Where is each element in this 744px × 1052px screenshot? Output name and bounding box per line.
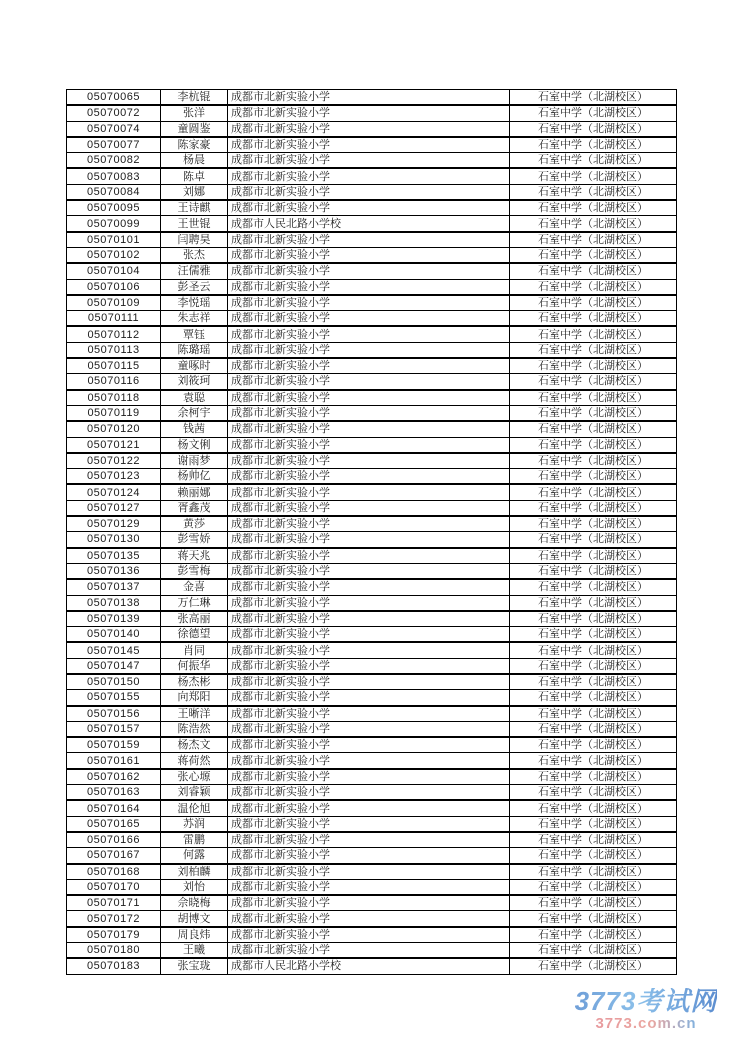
id-cell: 05070161 [67, 753, 161, 769]
primary-school-cell: 成都市北新实验小学 [228, 737, 510, 753]
primary-school-cell: 成都市北新实验小学 [228, 879, 510, 895]
table-row [67, 879, 677, 895]
id-cell: 05070124 [67, 484, 161, 500]
middle-school-cell: 石室中学（北湖校区） [510, 105, 677, 121]
primary-school-cell: 成都市北新实验小学 [228, 911, 510, 927]
id-cell: 05070084 [67, 184, 161, 200]
primary-school-cell: 成都市北新实验小学 [228, 342, 510, 358]
middle-school-cell: 石室中学（北湖校区） [510, 737, 677, 753]
name-cell: 雷鹏 [161, 832, 228, 848]
table-row [67, 895, 677, 911]
middle-school-cell: 石室中学（北湖校区） [510, 532, 677, 548]
table-row [67, 864, 677, 880]
primary-school-cell: 成都市北新实验小学 [228, 374, 510, 390]
table-row [67, 611, 677, 627]
middle-school-cell: 石室中学（北湖校区） [510, 579, 677, 595]
middle-school-cell: 石室中学（北湖校区） [510, 895, 677, 911]
middle-school-cell: 石室中学（北湖校区） [510, 721, 677, 737]
id-cell: 05070112 [67, 326, 161, 342]
table-row [67, 421, 677, 437]
name-cell: 周良炜 [161, 927, 228, 943]
id-cell: 05070111 [67, 311, 161, 327]
name-cell: 彭雪梅 [161, 563, 228, 579]
id-cell: 05070136 [67, 563, 161, 579]
middle-school-cell: 石室中学（北湖校区） [510, 785, 677, 801]
name-cell: 王晰洋 [161, 706, 228, 722]
middle-school-cell: 石室中学（北湖校区） [510, 800, 677, 816]
name-cell: 蒋天兆 [161, 548, 228, 564]
id-cell: 05070129 [67, 516, 161, 532]
id-cell: 05070082 [67, 153, 161, 169]
table-row [67, 721, 677, 737]
primary-school-cell: 成都市北新实验小学 [228, 516, 510, 532]
name-cell: 温伦旭 [161, 800, 228, 816]
middle-school-cell: 石室中学（北湖校区） [510, 263, 677, 279]
name-cell: 刘筱珂 [161, 374, 228, 390]
table-row [67, 832, 677, 848]
primary-school-cell: 成都市北新实验小学 [228, 90, 510, 106]
table-row [67, 184, 677, 200]
primary-school-cell: 成都市北新实验小学 [228, 405, 510, 421]
id-cell: 05070109 [67, 295, 161, 311]
primary-school-cell: 成都市北新实验小学 [228, 769, 510, 785]
name-cell: 陈璐瑶 [161, 342, 228, 358]
id-cell: 05070113 [67, 342, 161, 358]
middle-school-cell: 石室中学（北湖校区） [510, 769, 677, 785]
table-row [67, 295, 677, 311]
primary-school-cell: 成都市北新实验小学 [228, 105, 510, 121]
middle-school-cell: 石室中学（北湖校区） [510, 642, 677, 658]
id-cell: 05070164 [67, 800, 161, 816]
primary-school-cell: 成都市北新实验小学 [228, 721, 510, 737]
table-row [67, 247, 677, 263]
name-cell: 陈家豪 [161, 137, 228, 153]
table-row [67, 342, 677, 358]
id-cell: 05070172 [67, 911, 161, 927]
table-row [67, 816, 677, 832]
table-row [67, 390, 677, 406]
primary-school-cell: 成都市北新实验小学 [228, 184, 510, 200]
primary-school-cell: 成都市人民北路小学校 [228, 958, 510, 974]
middle-school-cell: 石室中学（北湖校区） [510, 674, 677, 690]
table-row [67, 232, 677, 248]
name-cell: 陈卓 [161, 168, 228, 184]
name-cell: 蒋荷然 [161, 753, 228, 769]
table-row [67, 927, 677, 943]
primary-school-cell: 成都市北新实验小学 [228, 611, 510, 627]
name-cell: 李杭锟 [161, 90, 228, 106]
name-cell: 王诗麒 [161, 200, 228, 216]
middle-school-cell: 石室中学（北湖校区） [510, 548, 677, 564]
table-row [67, 516, 677, 532]
name-cell: 刘柏麟 [161, 864, 228, 880]
primary-school-cell: 成都市北新实验小学 [228, 121, 510, 137]
primary-school-cell: 成都市北新实验小学 [228, 421, 510, 437]
table-row [67, 105, 677, 121]
name-cell: 赖丽娜 [161, 484, 228, 500]
primary-school-cell: 成都市北新实验小学 [228, 358, 510, 374]
primary-school-cell: 成都市北新实验小学 [228, 800, 510, 816]
primary-school-cell: 成都市北新实验小学 [228, 247, 510, 263]
table-row [67, 737, 677, 753]
name-cell: 徐德望 [161, 627, 228, 643]
primary-school-cell: 成都市北新实验小学 [228, 864, 510, 880]
name-cell: 苏润 [161, 816, 228, 832]
id-cell: 05070140 [67, 627, 161, 643]
id-cell: 05070077 [67, 137, 161, 153]
id-cell: 05070168 [67, 864, 161, 880]
middle-school-cell: 石室中学（北湖校区） [510, 484, 677, 500]
primary-school-cell: 成都市北新实验小学 [228, 137, 510, 153]
middle-school-cell: 石室中学（北湖校区） [510, 311, 677, 327]
middle-school-cell: 石室中学（北湖校区） [510, 279, 677, 295]
id-cell: 05070159 [67, 737, 161, 753]
middle-school-cell: 石室中学（北湖校区） [510, 421, 677, 437]
middle-school-cell: 石室中学（北湖校区） [510, 358, 677, 374]
id-cell: 05070145 [67, 642, 161, 658]
middle-school-cell: 石室中学（北湖校区） [510, 216, 677, 232]
primary-school-cell: 成都市北新实验小学 [228, 816, 510, 832]
id-cell: 05070139 [67, 611, 161, 627]
middle-school-cell: 石室中学（北湖校区） [510, 121, 677, 137]
primary-school-cell: 成都市北新实验小学 [228, 326, 510, 342]
primary-school-cell: 成都市北新实验小学 [228, 927, 510, 943]
id-cell: 05070104 [67, 263, 161, 279]
name-cell: 汪儒雅 [161, 263, 228, 279]
id-cell: 05070106 [67, 279, 161, 295]
table-row [67, 579, 677, 595]
name-cell: 覃钰 [161, 326, 228, 342]
id-cell: 05070115 [67, 358, 161, 374]
table-row [67, 627, 677, 643]
id-cell: 05070118 [67, 390, 161, 406]
primary-school-cell: 成都市北新实验小学 [228, 579, 510, 595]
primary-school-cell: 成都市北新实验小学 [228, 563, 510, 579]
table-row [67, 374, 677, 390]
middle-school-cell: 石室中学（北湖校区） [510, 595, 677, 611]
table-row [67, 358, 677, 374]
middle-school-cell: 石室中学（北湖校区） [510, 911, 677, 927]
middle-school-cell: 石室中学（北湖校区） [510, 437, 677, 453]
middle-school-cell: 石室中学（北湖校区） [510, 232, 677, 248]
name-cell: 杨文俐 [161, 437, 228, 453]
middle-school-cell: 石室中学（北湖校区） [510, 627, 677, 643]
primary-school-cell: 成都市北新实验小学 [228, 532, 510, 548]
table-row [67, 548, 677, 564]
primary-school-cell: 成都市北新实验小学 [228, 848, 510, 864]
name-cell: 杨晨 [161, 153, 228, 169]
middle-school-cell: 石室中学（北湖校区） [510, 153, 677, 169]
id-cell: 05070165 [67, 816, 161, 832]
middle-school-cell: 石室中学（北湖校区） [510, 879, 677, 895]
table-row [67, 532, 677, 548]
id-cell: 05070119 [67, 405, 161, 421]
table-row [67, 279, 677, 295]
table-row [67, 153, 677, 169]
name-cell: 杨杰彬 [161, 674, 228, 690]
id-cell: 05070099 [67, 216, 161, 232]
table-row [67, 911, 677, 927]
name-cell: 彭雪娇 [161, 532, 228, 548]
id-cell: 05070130 [67, 532, 161, 548]
table-row [67, 405, 677, 421]
middle-school-cell: 石室中学（北湖校区） [510, 958, 677, 974]
name-cell: 刘睿颖 [161, 785, 228, 801]
primary-school-cell: 成都市北新实验小学 [228, 832, 510, 848]
name-cell: 余柯宇 [161, 405, 228, 421]
table-body [67, 90, 677, 975]
primary-school-cell: 成都市北新实验小学 [228, 437, 510, 453]
name-cell: 张杰 [161, 247, 228, 263]
middle-school-cell: 石室中学（北湖校区） [510, 326, 677, 342]
middle-school-cell: 石室中学（北湖校区） [510, 405, 677, 421]
id-cell: 05070163 [67, 785, 161, 801]
table-row [67, 800, 677, 816]
middle-school-cell: 石室中学（北湖校区） [510, 90, 677, 106]
middle-school-cell: 石室中学（北湖校区） [510, 137, 677, 153]
primary-school-cell: 成都市北新实验小学 [228, 168, 510, 184]
primary-school-cell: 成都市北新实验小学 [228, 279, 510, 295]
name-cell: 彭圣云 [161, 279, 228, 295]
middle-school-cell: 石室中学（北湖校区） [510, 184, 677, 200]
id-cell: 05070166 [67, 832, 161, 848]
name-cell: 闫聘昊 [161, 232, 228, 248]
id-cell: 05070155 [67, 690, 161, 706]
table-row [67, 137, 677, 153]
id-cell: 05070121 [67, 437, 161, 453]
name-cell: 杨杰文 [161, 737, 228, 753]
name-cell: 袁聪 [161, 390, 228, 406]
name-cell: 刘娜 [161, 184, 228, 200]
primary-school-cell: 成都市北新实验小学 [228, 200, 510, 216]
middle-school-cell: 石室中学（北湖校区） [510, 706, 677, 722]
middle-school-cell: 石室中学（北湖校区） [510, 816, 677, 832]
name-cell: 胡博文 [161, 911, 228, 927]
table-row [67, 595, 677, 611]
student-assignment-table [66, 89, 677, 975]
middle-school-cell: 石室中学（北湖校区） [510, 453, 677, 469]
table-row [67, 690, 677, 706]
primary-school-cell: 成都市北新实验小学 [228, 627, 510, 643]
id-cell: 05070135 [67, 548, 161, 564]
id-cell: 05070102 [67, 247, 161, 263]
name-cell: 钱茜 [161, 421, 228, 437]
name-cell: 张高丽 [161, 611, 228, 627]
name-cell: 胥鑫茂 [161, 500, 228, 516]
name-cell: 肖同 [161, 642, 228, 658]
name-cell: 张宝珑 [161, 958, 228, 974]
middle-school-cell: 石室中学（北湖校区） [510, 753, 677, 769]
name-cell: 杨帅亿 [161, 469, 228, 485]
name-cell: 王曦 [161, 943, 228, 959]
primary-school-cell: 成都市北新实验小学 [228, 690, 510, 706]
primary-school-cell: 成都市北新实验小学 [228, 706, 510, 722]
name-cell: 陈浩然 [161, 721, 228, 737]
table-row [67, 484, 677, 500]
id-cell: 05070179 [67, 927, 161, 943]
table-row [67, 216, 677, 232]
primary-school-cell: 成都市北新实验小学 [228, 453, 510, 469]
middle-school-cell: 石室中学（北湖校区） [510, 295, 677, 311]
primary-school-cell: 成都市北新实验小学 [228, 642, 510, 658]
name-cell: 李悦瑶 [161, 295, 228, 311]
primary-school-cell: 成都市北新实验小学 [228, 943, 510, 959]
table-row [67, 500, 677, 516]
middle-school-cell: 石室中学（北湖校区） [510, 658, 677, 674]
middle-school-cell: 石室中学（北湖校区） [510, 563, 677, 579]
name-cell: 张心塬 [161, 769, 228, 785]
primary-school-cell: 成都市北新实验小学 [228, 263, 510, 279]
table-row [67, 642, 677, 658]
middle-school-cell: 石室中学（北湖校区） [510, 500, 677, 516]
id-cell: 05070101 [67, 232, 161, 248]
table-row [67, 943, 677, 959]
table-row [67, 311, 677, 327]
middle-school-cell: 石室中学（北湖校区） [510, 611, 677, 627]
id-cell: 05070150 [67, 674, 161, 690]
table-row [67, 90, 677, 106]
name-cell: 黄莎 [161, 516, 228, 532]
id-cell: 05070074 [67, 121, 161, 137]
primary-school-cell: 成都市北新实验小学 [228, 484, 510, 500]
name-cell: 佘晓梅 [161, 895, 228, 911]
name-cell: 谢雨梦 [161, 453, 228, 469]
id-cell: 05070137 [67, 579, 161, 595]
id-cell: 05070072 [67, 105, 161, 121]
middle-school-cell: 石室中学（北湖校区） [510, 864, 677, 880]
id-cell: 05070095 [67, 200, 161, 216]
table-row [67, 453, 677, 469]
id-cell: 05070171 [67, 895, 161, 911]
name-cell: 金喜 [161, 579, 228, 595]
table-row [67, 168, 677, 184]
middle-school-cell: 石室中学（北湖校区） [510, 469, 677, 485]
primary-school-cell: 成都市北新实验小学 [228, 153, 510, 169]
primary-school-cell: 成都市北新实验小学 [228, 753, 510, 769]
table-row [67, 437, 677, 453]
id-cell: 05070180 [67, 943, 161, 959]
table-row [67, 958, 677, 974]
id-cell: 05070120 [67, 421, 161, 437]
middle-school-cell: 石室中学（北湖校区） [510, 390, 677, 406]
primary-school-cell: 成都市北新实验小学 [228, 295, 510, 311]
name-cell: 朱志祥 [161, 311, 228, 327]
table-row [67, 121, 677, 137]
id-cell: 05070116 [67, 374, 161, 390]
primary-school-cell: 成都市人民北路小学校 [228, 216, 510, 232]
name-cell: 向郑阳 [161, 690, 228, 706]
primary-school-cell: 成都市北新实验小学 [228, 548, 510, 564]
middle-school-cell: 石室中学（北湖校区） [510, 848, 677, 864]
id-cell: 05070083 [67, 168, 161, 184]
name-cell: 童啄时 [161, 358, 228, 374]
primary-school-cell: 成都市北新实验小学 [228, 895, 510, 911]
watermark-site-name: 3773考试网 [574, 986, 718, 1016]
middle-school-cell: 石室中学（北湖校区） [510, 247, 677, 263]
primary-school-cell: 成都市北新实验小学 [228, 311, 510, 327]
id-cell: 05070138 [67, 595, 161, 611]
primary-school-cell: 成都市北新实验小学 [228, 469, 510, 485]
name-cell: 万仁琳 [161, 595, 228, 611]
primary-school-cell: 成都市北新实验小学 [228, 674, 510, 690]
watermark [556, 988, 736, 1033]
id-cell: 05070065 [67, 90, 161, 106]
primary-school-cell: 成都市北新实验小学 [228, 595, 510, 611]
name-cell: 王世锟 [161, 216, 228, 232]
name-cell: 张洋 [161, 105, 228, 121]
table-row [67, 563, 677, 579]
id-cell: 05070147 [67, 658, 161, 674]
primary-school-cell: 成都市北新实验小学 [228, 785, 510, 801]
middle-school-cell: 石室中学（北湖校区） [510, 927, 677, 943]
id-cell: 05070156 [67, 706, 161, 722]
id-cell: 05070170 [67, 879, 161, 895]
table-row [67, 785, 677, 801]
id-cell: 05070157 [67, 721, 161, 737]
middle-school-cell: 石室中学（北湖校区） [510, 690, 677, 706]
name-cell: 刘怡 [161, 879, 228, 895]
primary-school-cell: 成都市北新实验小学 [228, 390, 510, 406]
middle-school-cell: 石室中学（北湖校区） [510, 342, 677, 358]
id-cell: 05070123 [67, 469, 161, 485]
primary-school-cell: 成都市北新实验小学 [228, 232, 510, 248]
middle-school-cell: 石室中学（北湖校区） [510, 374, 677, 390]
name-cell: 童圆鉴 [161, 121, 228, 137]
middle-school-cell: 石室中学（北湖校区） [510, 832, 677, 848]
primary-school-cell: 成都市北新实验小学 [228, 658, 510, 674]
table-row [67, 658, 677, 674]
id-cell: 05070127 [67, 500, 161, 516]
middle-school-cell: 石室中学（北湖校区） [510, 200, 677, 216]
table-row [67, 674, 677, 690]
id-cell: 05070122 [67, 453, 161, 469]
table-row [67, 200, 677, 216]
table-row [67, 263, 677, 279]
table-row [67, 706, 677, 722]
name-cell: 何露 [161, 848, 228, 864]
table-row [67, 769, 677, 785]
table-row [67, 848, 677, 864]
primary-school-cell: 成都市北新实验小学 [228, 500, 510, 516]
table-row [67, 469, 677, 485]
id-cell: 05070183 [67, 958, 161, 974]
id-cell: 05070167 [67, 848, 161, 864]
middle-school-cell: 石室中学（北湖校区） [510, 516, 677, 532]
name-cell: 何振华 [161, 658, 228, 674]
middle-school-cell: 石室中学（北湖校区） [510, 168, 677, 184]
table-row [67, 753, 677, 769]
id-cell: 05070162 [67, 769, 161, 785]
watermark-site-url: 3773.com.cn [595, 1015, 697, 1032]
table-row [67, 326, 677, 342]
middle-school-cell: 石室中学（北湖校区） [510, 943, 677, 959]
